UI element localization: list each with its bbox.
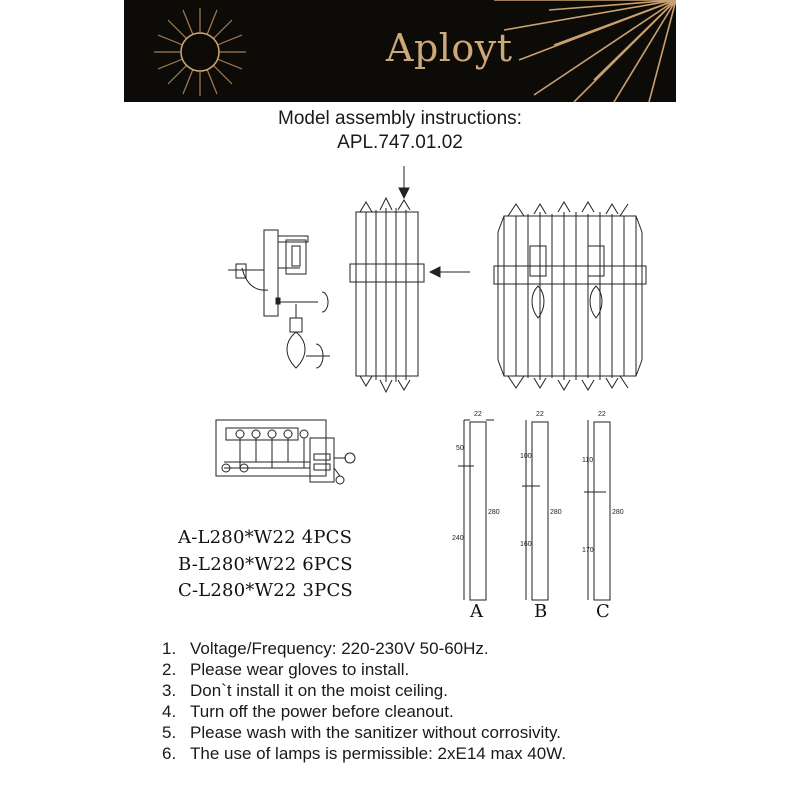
list-item: 5. Please wash with the sanitizer without corrosivity. — [162, 723, 562, 742]
rod-b-drawing — [522, 420, 548, 600]
list-item: 3. Don`t install it on the moist ceiling. — [162, 681, 448, 700]
rod-c-label: C — [596, 601, 610, 622]
rod-b-length: 280 — [550, 509, 562, 516]
spec-rod-b: B-L280*W22 6PCS — [178, 554, 353, 575]
rod-c-mark2: 170 — [582, 547, 594, 554]
rod-c-drawing — [584, 420, 610, 600]
model-number: APL.747.01.02 — [337, 132, 463, 153]
rod-a-length: 280 — [488, 509, 500, 516]
spec-rod-c: C-L280*W22 3PCS — [178, 580, 353, 601]
side-view-drawing — [228, 230, 330, 368]
rod-c-mark1: 110 — [582, 457, 594, 464]
rod-c-length: 280 — [612, 509, 624, 516]
wiring-diagram — [216, 420, 355, 484]
rod-a-label: A — [470, 601, 483, 622]
list-item: 6. The use of lamps is permissible: 2xE14 max 40W. — [162, 744, 567, 763]
list-item: 4. Turn off the power before cleanout. — [162, 702, 454, 721]
rod-b-mark2: 160 — [520, 541, 532, 548]
front-view-drawing — [350, 166, 470, 392]
list-item: 2. Please wear gloves to install. — [162, 660, 410, 679]
rod-b-label: B — [534, 601, 548, 622]
assembled-view-drawing — [494, 202, 646, 390]
instruction-list — [162, 638, 566, 764]
rod-a-top-dim: 22 — [474, 411, 482, 418]
rod-a-mark1: 50 — [456, 445, 464, 452]
rod-b-top-dim: 22 — [536, 411, 544, 418]
page-title: Model assembly instructions: — [278, 108, 522, 129]
list-item: 1. Voltage/Frequency: 220-230V 50-60Hz. — [162, 639, 489, 658]
spec-rod-a: A-L280*W22 4PCS — [178, 527, 353, 548]
brand-logo: Aployt — [386, 26, 513, 70]
rod-b-mark1: 100 — [520, 453, 532, 460]
rod-c-top-dim: 22 — [598, 411, 606, 418]
rod-a-mark2: 240 — [452, 535, 464, 542]
